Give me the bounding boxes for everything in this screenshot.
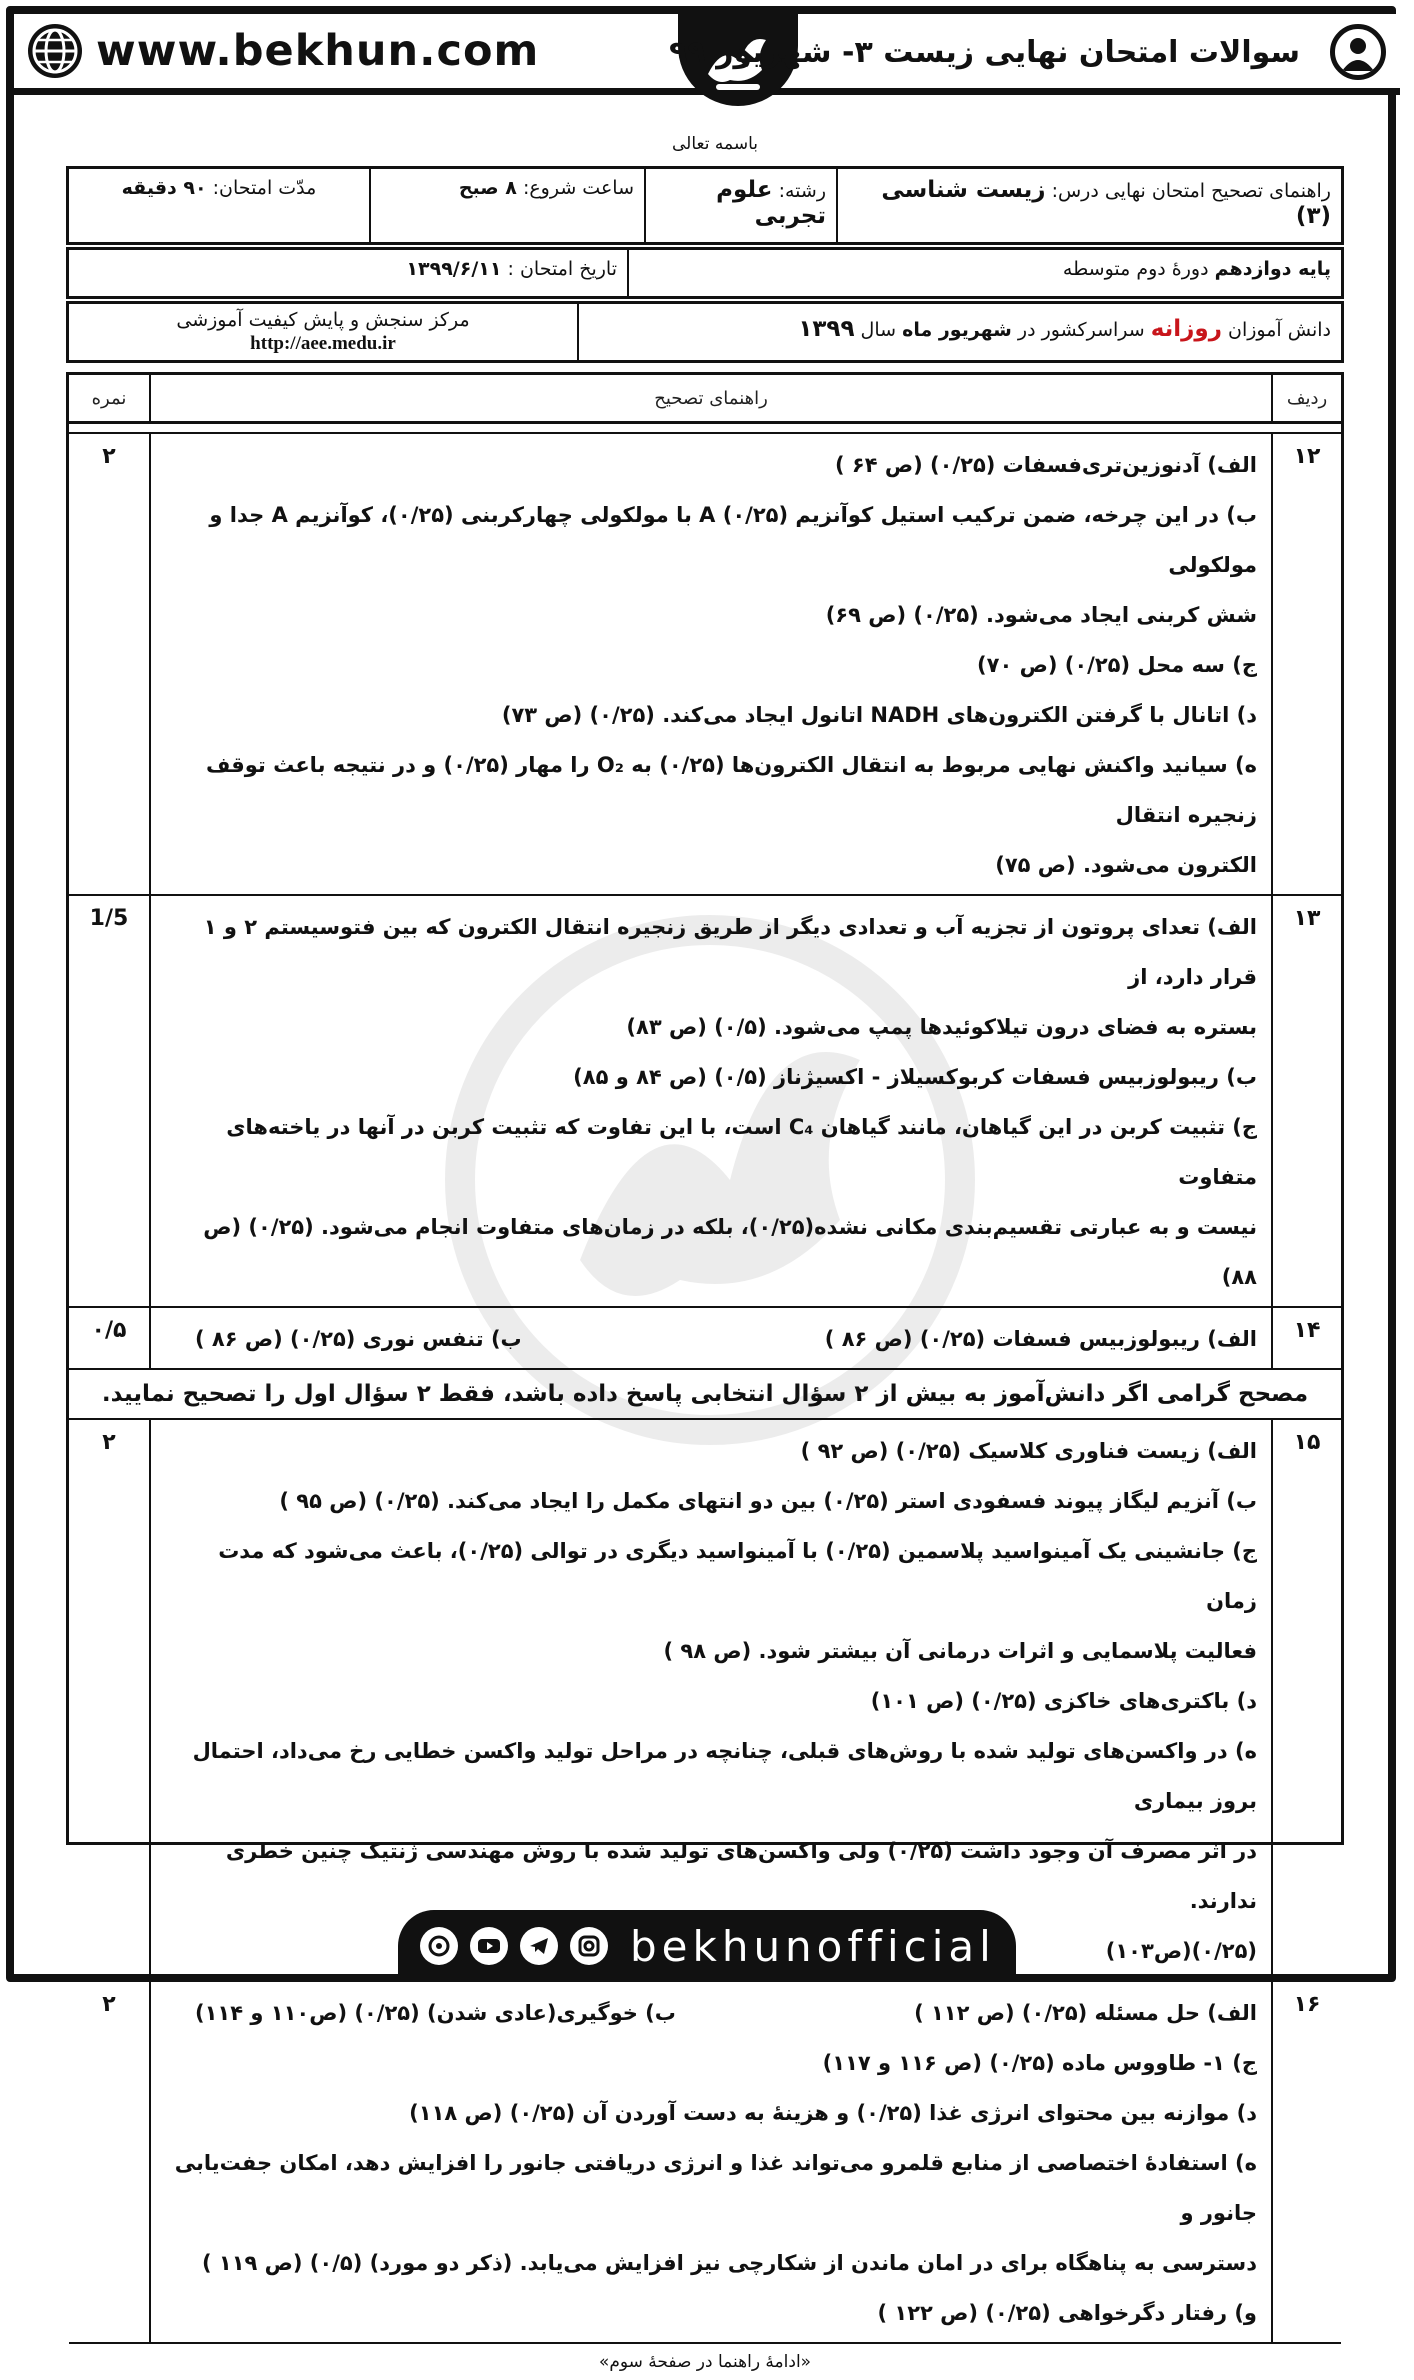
- col-body-header: راهنمای تصحیح: [149, 375, 1271, 421]
- table-row-q12: [69, 434, 1341, 896]
- field-cell: [644, 169, 836, 242]
- social-footer: [398, 1910, 1016, 1982]
- grade-bold: پایه دوازدهم: [1214, 258, 1331, 280]
- answer-line: ب) آنزیم لیگاز پیوند فسفودی استر (۰/۲۵) بین دو انتهای مکمل را ایجاد می‌کند. (۰/۲۵) (ص ۹۵ ): [279, 1489, 1257, 1513]
- camera-icon[interactable]: [420, 1927, 458, 1965]
- row-number: ۱۶: [1271, 1982, 1341, 2342]
- start-cell: [369, 169, 644, 242]
- col-row-header: ردیف: [1271, 375, 1341, 421]
- answer-body: [149, 1420, 1271, 1980]
- students-a: دانش آموزان: [1228, 319, 1331, 341]
- duration-value: ۹۰ دقیقه: [121, 177, 207, 199]
- students-b: سراسرکشور در: [1017, 319, 1145, 341]
- answer-body: [149, 434, 1271, 894]
- header-spacer: [69, 424, 1341, 434]
- start-label: ساعت شروع:: [522, 177, 634, 199]
- answer-line: شش کربنی ایجاد می‌شود. (۰/۲۵) (ص ۶۹): [825, 603, 1257, 627]
- answer-body: [149, 1982, 1271, 2342]
- answer-line: ه) سیانید واکنش نهایی مربوط به انتقال الکترون‌ها (۰/۲۵) به O₂ را مهار (۰/۲۵) و در نتیجه باعث توقف زنجیره انتقال: [205, 753, 1257, 827]
- header-row-grade: [66, 247, 1344, 299]
- row-number: ۱۳: [1271, 896, 1341, 1306]
- row-number: ۱۲: [1271, 434, 1341, 894]
- site-link[interactable]: [28, 22, 539, 80]
- duration-cell: [69, 169, 369, 242]
- answer-part-b: ب) خوگیری(عادی شدن) (۰/۲۵) (ص۱۱۰ و ۱۱۴): [195, 2001, 676, 2025]
- exam-title: سوالات امتحان نهایی زیست ۳- شهریور ۹۹: [669, 35, 1300, 70]
- answer-line: در اثر مصرف آن وجود داشت (۰/۲۵) ولی واکسن‌های تولید شده با روش مهندسی ژنتیک چنین خطری ندارند.: [225, 1839, 1257, 1913]
- answer-line: ه) استفادهٔ اختصاصی از منابع قلمرو می‌تواند غذا و انرژی دریافتی جانور را افزایش دهد، امکان جفت‌یابی جانور و: [174, 2151, 1257, 2225]
- center-cell: [69, 304, 577, 360]
- youtube-icon[interactable]: [470, 1927, 508, 1965]
- field-value: علوم تجربی: [716, 177, 826, 229]
- answer-line: [165, 1314, 1257, 1364]
- telegram-icon[interactable]: [520, 1927, 558, 1965]
- answer-body: [149, 896, 1271, 1306]
- top-banner: [14, 14, 1400, 95]
- grade-cell: [627, 250, 1341, 296]
- students-type: روزانه: [1150, 316, 1222, 342]
- answer-line: ج) سه محل (۰/۲۵) (ص ۷۰): [977, 653, 1257, 677]
- start-value: ۸ صبح: [458, 177, 517, 199]
- site-url: www.bekhun.com: [96, 26, 540, 76]
- answer-part-a: الف) ریبولوزبیس فسفات (۰/۲۵) (ص ۸۶ ): [824, 1327, 1257, 1351]
- course-value: زیست شناسی (۳): [881, 177, 1331, 229]
- col-score-header: نمره: [91, 387, 127, 409]
- answer-line: الکترون می‌شود. (ص ۷۵): [995, 853, 1257, 877]
- row-score: ۲: [102, 1992, 116, 2017]
- answer-line: الف) تعدای پروتون از تجزیه آب و تعدادی دیگر از طریق زنجیره انتقال الکترون که بین فتوسیستم ۲ و ۱ قرار دارد، از: [203, 915, 1257, 989]
- answer-part-a: الف) حل مسئله (۰/۲۵) (ص ۱۱۲ ): [914, 2001, 1257, 2025]
- students-month: شهریور ماه: [902, 319, 1012, 341]
- answer-line: ه) در واکسن‌های تولید شده با روش‌های قبلی، چنانچه در مراحل تولید واکسن خطایی رخ می‌داد، احتمال بروز بیماری: [192, 1739, 1257, 1813]
- date-label: تاریخ امتحان :: [507, 258, 617, 280]
- course-cell: [836, 169, 1341, 242]
- answer-part-b: ب) تنفس نوری (۰/۲۵) (ص ۸۶ ): [195, 1327, 522, 1351]
- answer-line: و) رفتار دگرخواهی (۰/۲۵) (ص ۱۲۲ ): [877, 2301, 1257, 2325]
- table-row-q15: [69, 1420, 1341, 1982]
- students-year: ۱۳۹۹: [798, 316, 855, 342]
- row-score: ۲: [102, 1430, 116, 1455]
- center-name: مرکز سنجش و پایش کیفیت آموزشی: [176, 309, 470, 331]
- answer-body: [149, 1308, 1271, 1368]
- grade-rest: دورهٔ دوم متوسطه: [1062, 258, 1209, 280]
- answer-line: الف) زیست فناوری کلاسیک (۰/۲۵) (ص ۹۲ ): [800, 1439, 1257, 1463]
- date-value: ۱۳۹۹/۶/۱۱: [406, 258, 502, 280]
- row-number: ۱۴: [1271, 1308, 1341, 1368]
- answer-line: د) اتانال با گرفتن الکترون‌های NADH اتانول ایجاد می‌کند. (۰/۲۵) (ص ۷۳): [501, 703, 1257, 727]
- row-score: ۰/۵: [91, 1318, 127, 1343]
- answer-line: ب) در این چرخه، ضمن ترکیب استیل کوآنزیم A (۰/۲۵) با مولکولی چهارکربنی (۰/۲۵)، کوآنزیم A جدا و مولکولی: [209, 503, 1257, 577]
- answer-line: ج) تثبیت کربن در این گیاهان، مانند گیاهان C₄ است، با این تفاوت که تثبیت کربن در آنها در یاخته‌های متفاوت: [226, 1115, 1257, 1189]
- table-row-q13: [69, 896, 1341, 1308]
- answer-line: ب) ریبولوزبیس فسفات کربوکسیلاز - اکسیژناز (۰/۵) (ص ۸۴ و ۸۵): [573, 1065, 1257, 1089]
- answer-line: فعالیت پلاسمایی و اثرات درمانی آن بیشتر شود. (ص ۹۸ ): [663, 1639, 1257, 1663]
- answer-line: نیست و به عبارتی تقسیم‌بندی مکانی نشده(۰/۲۵)، بلکه در زمان‌های متفاوت انجام می‌شود. (۰/۲۵) (ص ۸۸): [203, 1215, 1257, 1289]
- answer-line: بستره به فضای درون تیلاکوئیدها پمپ می‌شود. (۰/۵) (ص ۸۳): [626, 1015, 1257, 1039]
- user-icon[interactable]: [1330, 24, 1386, 80]
- table-header: [69, 375, 1341, 424]
- table-row-q16: [69, 1982, 1341, 2344]
- field-label: رشته:: [778, 180, 826, 202]
- globe-icon: [28, 24, 82, 78]
- answer-line: ج) ۱- طاووس ماده (۰/۲۵) (ص ۱۱۶ و ۱۱۷): [822, 2051, 1257, 2075]
- answer-line: ج) جانشینی یک آمینواسید پلاسمین (۰/۲۵) با آمینواسید دیگری در توالی (۰/۲۵)، باعث می‌شود که مدت زمان: [218, 1539, 1257, 1613]
- grader-notice: مصحح گرامی اگر دانش‌آموز به بیش از ۲ سؤال انتخابی پاسخ داده باشد، فقط ۲ سؤال اول را تصحیح نمایید.: [69, 1370, 1341, 1420]
- continuation-note: «ادامهٔ راهنما در صفحهٔ سوم»: [598, 2352, 812, 2372]
- answer-line: د) موازنه بین محتوای انرژی غذا (۰/۲۵) و هزینهٔ به دست آوردن آن (۰/۲۵) (ص ۱۱۸): [409, 2101, 1257, 2125]
- duration-label: مدّت امتحان:: [212, 177, 317, 199]
- table-row-q14: [69, 1308, 1341, 1370]
- answer-line: د) باکتری‌های خاکزی (۰/۲۵) (ص ۱۰۱): [870, 1689, 1257, 1713]
- course-label: راهنمای تصحیح امتحان نهایی درس:: [1051, 180, 1331, 202]
- answer-line: [165, 1988, 1257, 2038]
- instagram-icon[interactable]: [570, 1927, 608, 1965]
- bismillah: باسمه تعالی: [672, 134, 758, 154]
- date-cell: [69, 250, 627, 296]
- center-url[interactable]: http://aee.medu.ir: [250, 333, 396, 354]
- answer-line: دسترسی به پناهگاه برای در امان ماندن از شکارچی نیز افزایش می‌یابد. (ذکر دو مورد) (۰/۵) (ص ۱۱۹ ): [201, 2251, 1257, 2275]
- answer-line: الف) آدنوزین‌تری‌فسفات (۰/۲۵) (ص ۶۴ ): [835, 453, 1257, 477]
- row-number: ۱۵: [1271, 1420, 1341, 1980]
- header-row-students: [66, 301, 1344, 363]
- row-score: 1/5: [89, 906, 129, 931]
- header-row-course: [66, 166, 1344, 245]
- students-cell: [577, 304, 1341, 360]
- row-score: ۲: [102, 444, 116, 469]
- students-c: سال: [860, 319, 897, 341]
- brand-handle[interactable]: bekhunofficial: [630, 1921, 996, 1971]
- answer-line: (۰/۲۵)(ص۱۰۳): [1105, 1939, 1257, 1963]
